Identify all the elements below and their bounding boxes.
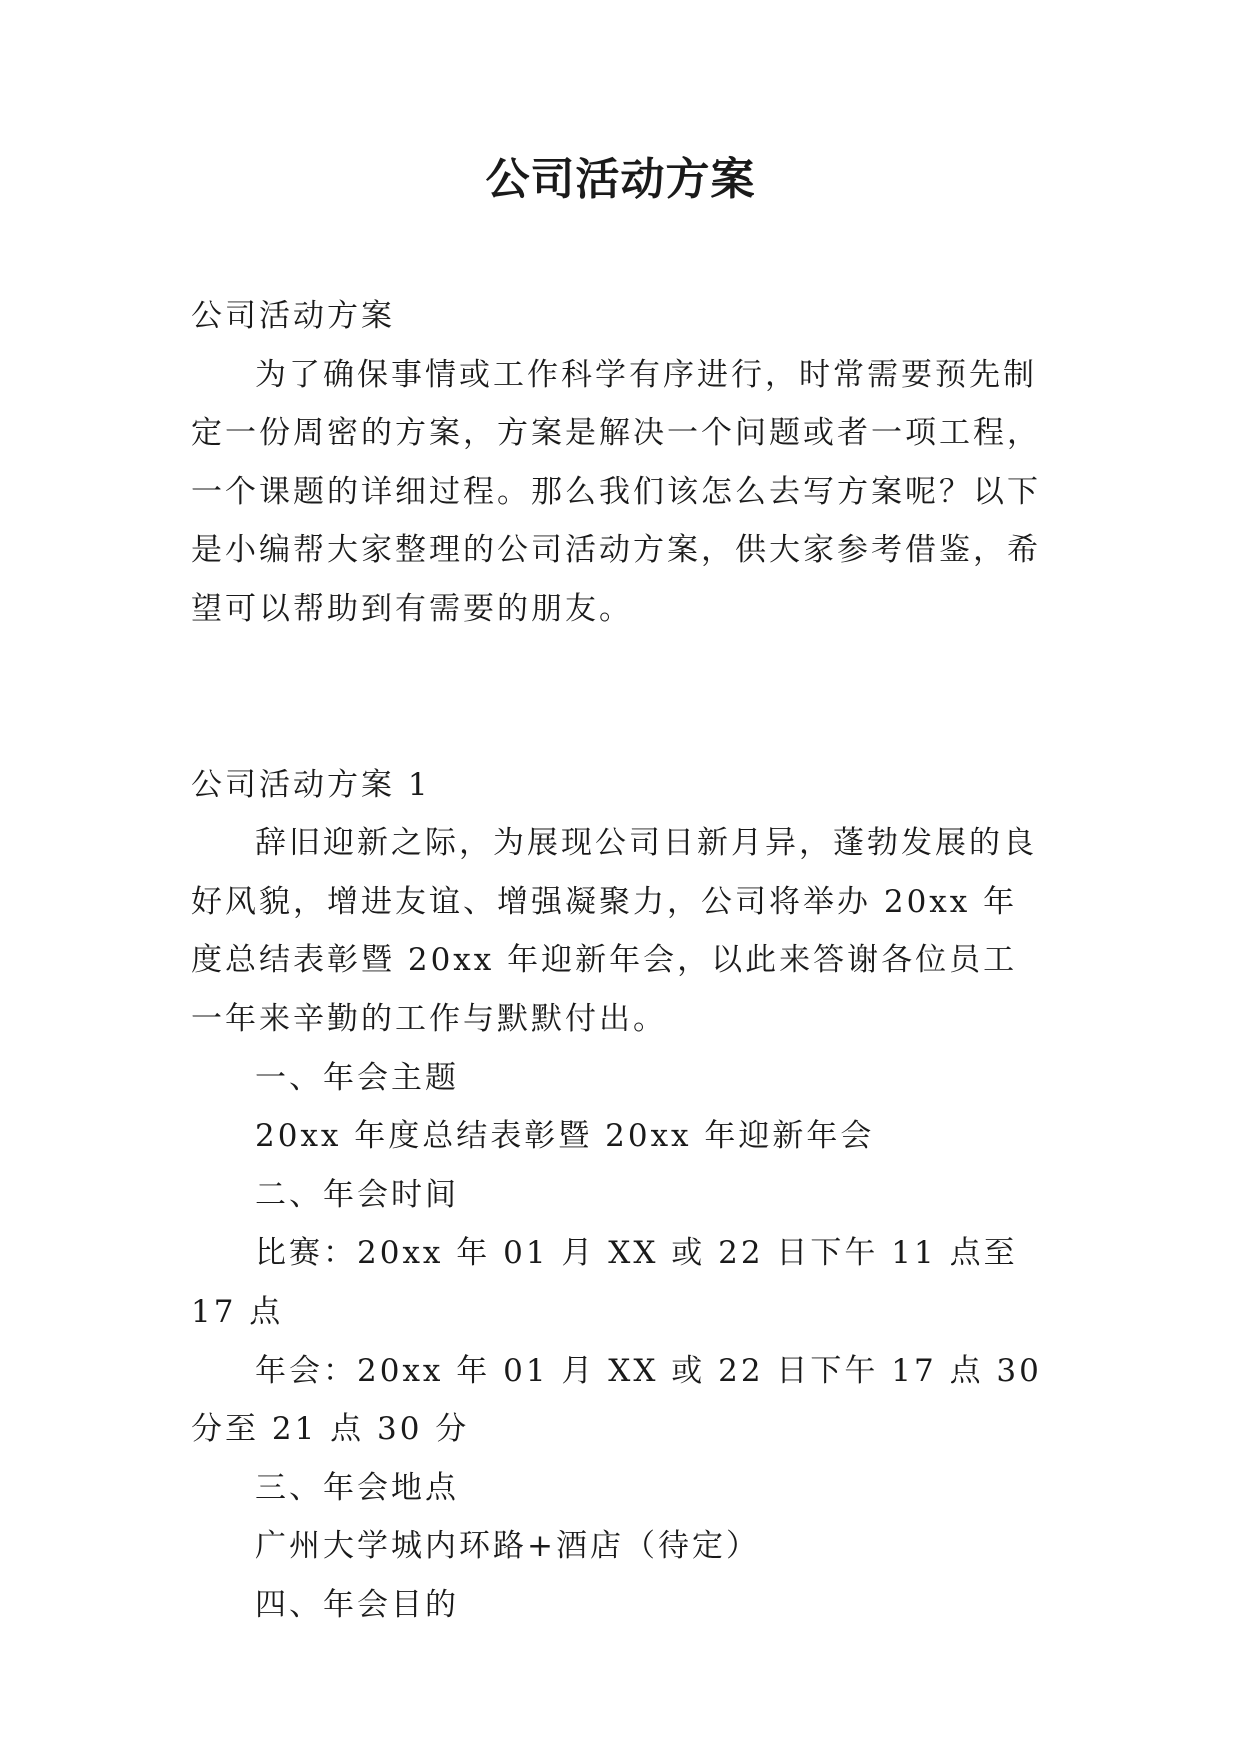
document-body [191,287,1051,1634]
time-party: 年会：20xx 年 01 月 XX 或 22 日下午 17 点 30 分至 21 点 30 分 [191,1352,1042,1448]
time-contest: 比赛：20xx 年 01 月 XX 或 22 日下午 11 点至 17 点 [191,1235,1018,1330]
location-value: 广州大学城内环路+酒店（待定） [255,1528,760,1565]
location-label: 三、年会地点 [255,1469,459,1506]
purpose-label: 四、年会目的 [255,1586,459,1623]
time-label: 二、年会时间 [255,1176,459,1213]
section1-heading: 公司活动方案 1 [191,766,431,803]
theme-label: 一、年会主题 [255,1059,459,1096]
intro-paragraph: 为了确保事情或工作科学有序进行，时常需要预先制定一份周密的方案，方案是解决一个问题或者一项工程，一个课题的详细过程。那么我们该怎么去写方案呢？以下是小编帮大家整理的公司活动方案，供大家参考借鉴，希望可以帮助到有需要的朋友。 [191,356,1041,627]
document-title: 公司活动方案 [485,154,756,205]
section-spacer [191,639,1051,756]
section1-paragraph: 辞旧迎新之际，为展现公司日新月异，蓬勃发展的良好风貌，增进友谊、增强凝聚力，公司将举办 20xx 年度总结表彰暨 20xx 年迎新年会，以此来答谢各位员工一年来辛勤的工作与默默付出。 [191,825,1037,1037]
intro-heading: 公司活动方案 [191,298,395,334]
theme-value: 20xx 年度总结表彰暨 20xx 年迎新年会 [255,1118,875,1155]
